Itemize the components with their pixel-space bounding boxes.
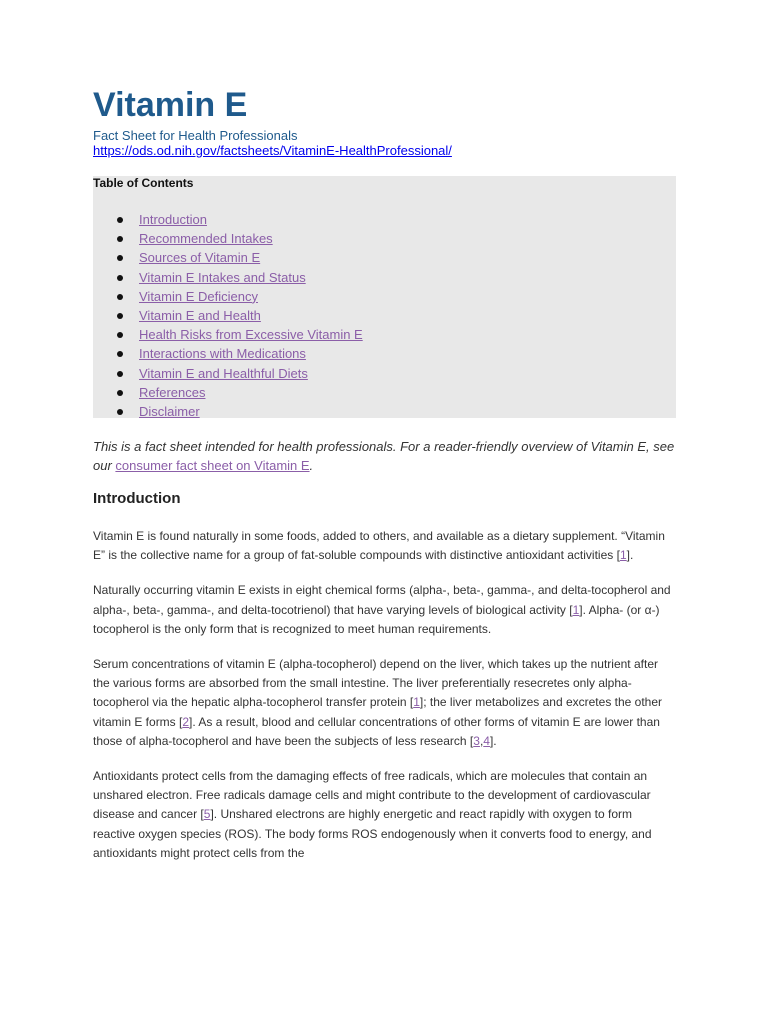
paragraph-text: ]; the liver metabolizes and excretes the other vitamin E forms [ [93, 695, 663, 729]
toc-link-health-risks[interactable]: Health Risks from Excessive Vitamin E [139, 327, 363, 343]
bullet-icon [117, 255, 123, 261]
page-subtitle: Fact Sheet for Health Professionals [93, 128, 298, 143]
paragraph-text: Naturally occurring vitamin E exists in eight chemical forms (alpha-, beta-, gamma-, and delta-tocopherol and alpha-, beta-, gamma-, and delta-tocotrienol) that have varying levels of biological activity [ [93, 583, 671, 617]
paragraph-text: ]. As a result, blood and cellular concentrations of other forms of vitamin E are lower than those of alpha-tocopherol and have been the subjects of less research [ [93, 714, 660, 748]
toc-item-introduction [93, 210, 363, 229]
paragraph-text: Antioxidants protect cells from the damaging effects of free radicals, which are molecules that contain an unshared electron. Free radicals damage cells and might contribute to the development of cardiovascular disease and cancer [ [93, 769, 651, 822]
toc-link-deficiency[interactable]: Vitamin E Deficiency [139, 288, 258, 304]
paragraph-text: ]. Unshared electrons are highly energetic and react rapidly with oxygen to form reactive oxygen species (ROS). The body forms ROS endogenously when it converts food to energy, and antioxidants might protect cells from the [93, 807, 652, 860]
intro-paragraph-1 [93, 527, 676, 565]
toc-link-recommended-intakes[interactable]: Recommended Intakes [139, 231, 273, 247]
toc-list [93, 210, 363, 421]
table-of-contents [93, 176, 676, 418]
paragraph-text: ]. Alpha- (or α-) tocopherol is the only form that is recognized to meet human requirements. [93, 602, 660, 636]
bullet-icon [117, 371, 123, 377]
reference-separator: , [479, 733, 484, 748]
toc-item-sources [93, 248, 363, 267]
toc-item-health [93, 306, 363, 325]
audience-note-end: . [309, 458, 314, 473]
toc-link-healthful-diets[interactable]: Vitamin E and Healthful Diets [139, 365, 308, 381]
toc-item-interactions [93, 344, 363, 363]
toc-link-introduction[interactable]: Introduction [139, 212, 207, 227]
paragraph-text: Vitamin E is found naturally in some foods, added to others, and available as a dietary supplement. “Vitamin E” is the collective name for a group of fat-soluble compounds with distinctive antioxidant activities [ [93, 529, 665, 563]
toc-link-references[interactable]: References [139, 384, 206, 400]
toc-link-sources[interactable]: Sources of Vitamin E [139, 250, 261, 266]
toc-item-intakes-status [93, 268, 363, 287]
consumer-fact-sheet-link[interactable]: consumer fact sheet on Vitamin E [115, 458, 310, 473]
toc-item-references [93, 383, 363, 402]
bullet-icon [117, 409, 123, 415]
toc-title: Table of Contents [93, 176, 194, 190]
introduction-heading: Introduction [93, 490, 181, 507]
intro-paragraph-2 [93, 581, 676, 639]
audience-note [93, 437, 676, 475]
fact-sheet-page [93, 84, 676, 863]
toc-item-health-risks [93, 325, 363, 344]
paragraph-text: ]. [626, 548, 634, 563]
reference-link[interactable]: 1 [572, 602, 580, 617]
paragraph-text: ]. [489, 733, 497, 748]
page-title: Vitamin E [93, 86, 248, 124]
bullet-icon [117, 313, 123, 319]
toc-item-deficiency [93, 287, 363, 306]
reference-link[interactable]: 1 [413, 695, 420, 710]
bullet-icon [117, 294, 123, 300]
source-url-link[interactable]: https://ods.od.nih.gov/factsheets/VitaminE-HealthProfessional/ [93, 143, 452, 158]
toc-item-healthful-diets [93, 364, 363, 383]
toc-item-recommended-intakes [93, 229, 363, 248]
reference-link[interactable]: 3 [473, 733, 480, 748]
bullet-icon [117, 217, 123, 223]
intro-paragraph-3 [93, 655, 676, 751]
audience-note-text: This is a fact sheet intended for health professionals. For a reader-friendly overview of Vitamin E, see our [93, 439, 675, 473]
toc-link-intakes-status[interactable]: Vitamin E Intakes and Status [139, 269, 306, 285]
reference-link[interactable]: 4 [483, 733, 490, 748]
toc-link-interactions[interactable]: Interactions with Medications [139, 346, 306, 362]
paragraph-text: Serum concentrations of vitamin E (alpha-tocopherol) depend on the liver, which takes up the nutrient after the various forms are absorbed from the small intestine. The liver preferentially resecretes only alpha-tocopherol via the hepatic alpha-tocopherol transfer protein [ [93, 657, 658, 710]
bullet-icon [117, 236, 123, 242]
reference-link[interactable]: 2 [182, 714, 190, 729]
toc-link-disclaimer[interactable]: Disclaimer [139, 403, 200, 419]
toc-link-health[interactable]: Vitamin E and Health [139, 307, 261, 323]
intro-paragraph-4 [93, 767, 676, 863]
bullet-icon [117, 332, 123, 338]
bullet-icon [117, 351, 123, 357]
reference-link[interactable]: 1 [619, 548, 627, 563]
bullet-icon [117, 275, 123, 281]
bullet-icon [117, 390, 123, 396]
reference-link[interactable]: 5 [203, 807, 211, 822]
toc-item-disclaimer [93, 402, 363, 421]
